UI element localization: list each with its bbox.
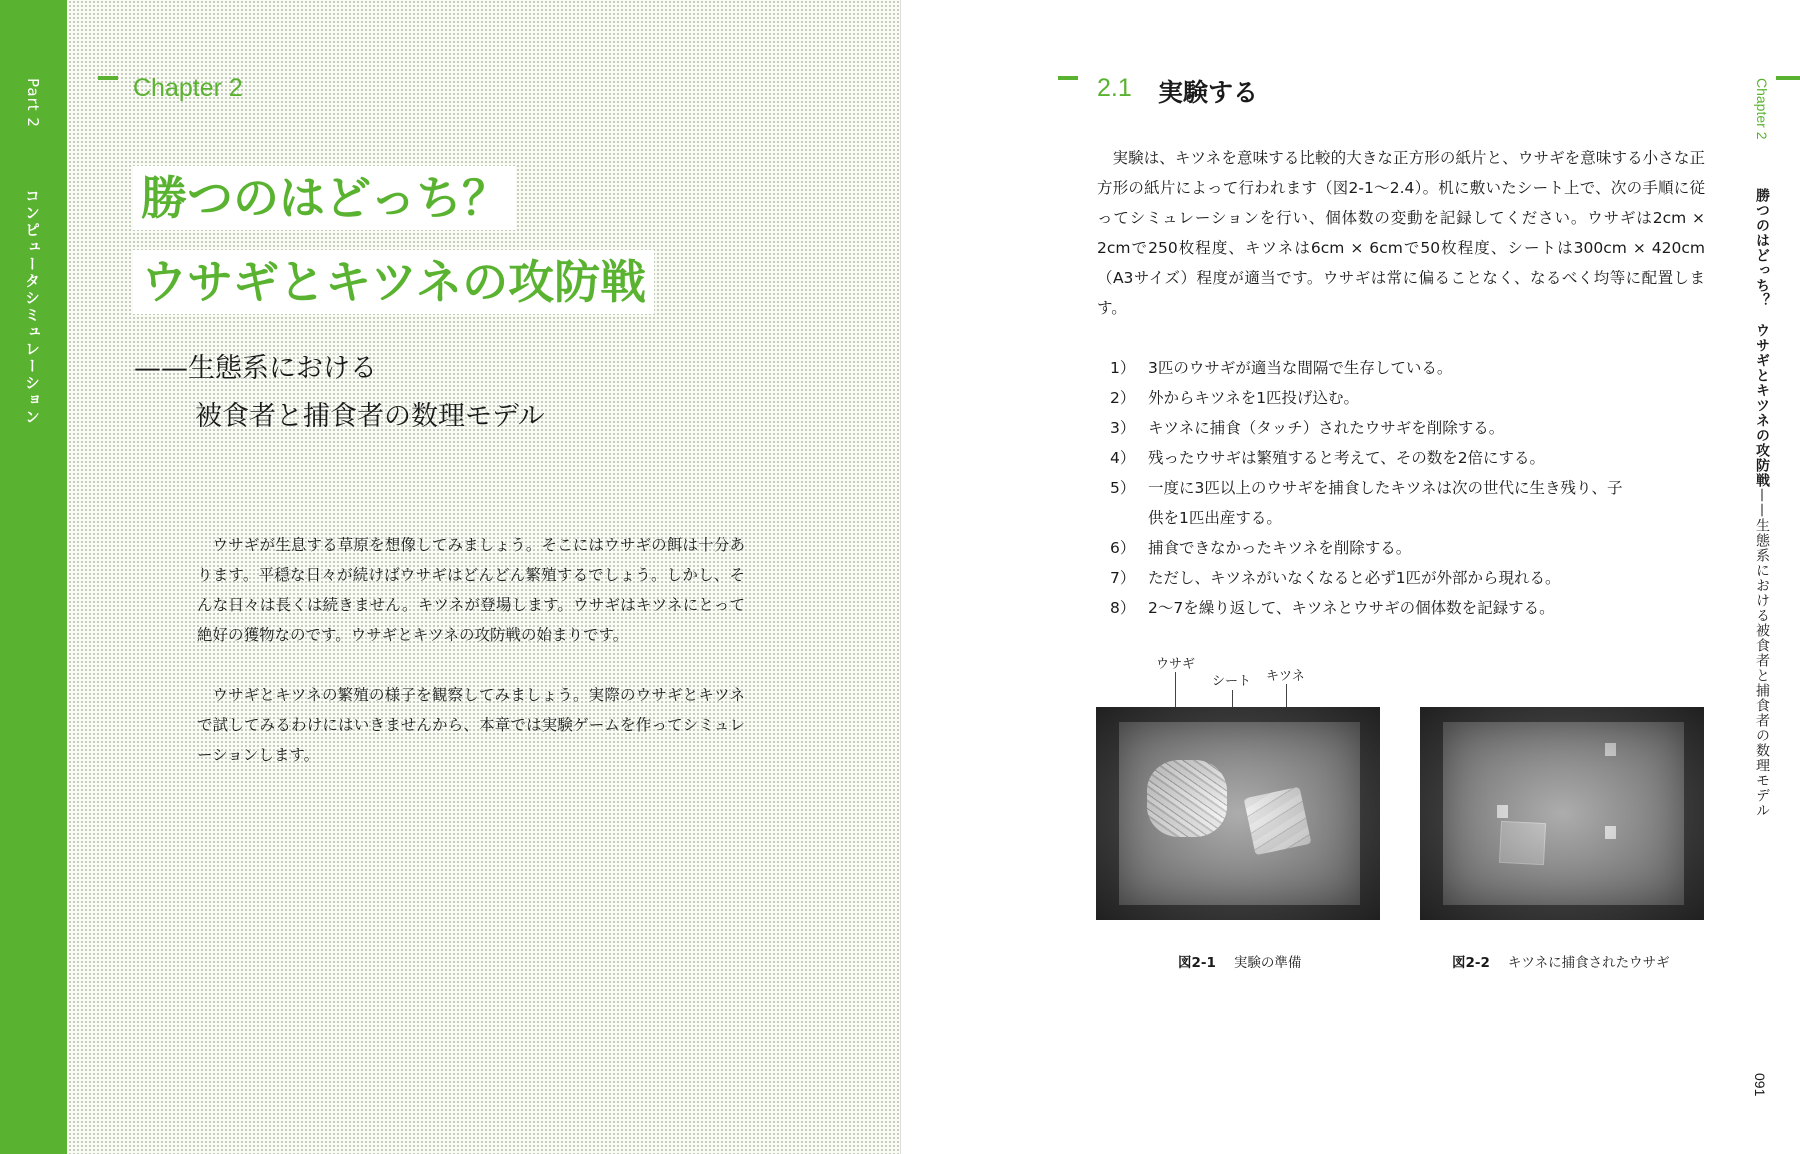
chapter-label: Chapter 2	[133, 74, 243, 102]
figure1-label-rabbit: ウサギ	[1156, 657, 1196, 672]
part-label: Part 2	[24, 78, 42, 128]
list-item	[1110, 593, 1710, 623]
chapter-subtitle-line2: 被食者と捕食者の数理モデル	[195, 401, 545, 432]
figure2-caption-number: 図2-2	[1452, 955, 1490, 971]
step-text: 3匹のウサギが適当な間隔で生存している。	[1148, 359, 1453, 377]
list-item	[1110, 473, 1710, 533]
list-item	[1110, 533, 1710, 563]
step-text: 外からキツネを1匹投げ込む。	[1148, 389, 1360, 407]
rabbit-piece	[1605, 826, 1616, 839]
procedure-list	[1110, 353, 1710, 623]
body-paragraph	[1097, 143, 1705, 323]
step-number: 7）	[1110, 569, 1136, 587]
part-title: コンピュータシミュレーション	[23, 188, 41, 426]
chapter-title-line1: 勝つのはどっち？	[133, 166, 516, 230]
chapter-tick-mark	[98, 76, 118, 80]
step-text: 一度に3匹以上のウサギを捕食したキツネは次の世代に生き残り、子供を1匹出産する。	[1148, 479, 1623, 527]
chapter-subtitle-line1: ——生態系における	[134, 353, 377, 384]
step-text: キツネに捕食（タッチ）されたウサギを削除する。	[1148, 419, 1505, 437]
figure1-caption	[1178, 951, 1301, 971]
figure2-photo	[1420, 707, 1704, 920]
list-item	[1110, 563, 1710, 593]
lead-paragraph-1-text: ウサギが生息する草原を想像してみましょう。そこにはウサギの餌は十分あります。平穏な日々が続けばウサギはどんどん繁殖するでしょう。しかし、そんな日々は長くは続きません。キツネが登場します。ウサギはキツネにとって絶好の獲物なのです。ウサギとキツネの攻防戦の始まりです。	[197, 536, 745, 644]
figure2-caption	[1452, 951, 1670, 971]
step-text: ただし、キツネがいなくなると必ず1匹が外部から現れる。	[1148, 569, 1561, 587]
page-gutter	[900, 0, 901, 1154]
page-number: 091	[1752, 1073, 1768, 1097]
right-tick-mark	[1776, 76, 1800, 80]
fox-pieces-pile	[1244, 787, 1312, 855]
lead-paragraph-1	[197, 530, 745, 650]
section-title: 実験する	[1158, 78, 1259, 107]
figure1-caption-number: 図2-1	[1178, 955, 1216, 971]
running-chapter-label: Chapter 2	[1754, 78, 1770, 140]
step-number: 2）	[1110, 389, 1136, 407]
fox-piece	[1498, 821, 1545, 866]
step-text: 捕食できなかったキツネを削除する。	[1148, 539, 1412, 557]
running-title-main: 勝つのはどっち？ ウサギとキツネの攻防戦	[1754, 188, 1770, 488]
step-number: 3）	[1110, 419, 1136, 437]
step-number: 1）	[1110, 359, 1136, 377]
step-number: 8）	[1110, 599, 1136, 617]
chapter-title-line2: ウサギとキツネの攻防戦	[133, 250, 654, 314]
step-number: 4）	[1110, 449, 1136, 467]
step-text: 2～7を繰り返して、キツネとウサギの個体数を記録する。	[1148, 599, 1555, 617]
sheet-image	[1443, 722, 1684, 905]
list-item	[1110, 443, 1710, 473]
figure1-caption-text: 実験の準備	[1233, 955, 1302, 971]
list-item	[1110, 383, 1710, 413]
section-number: 2.1	[1097, 74, 1132, 102]
list-item	[1110, 413, 1710, 443]
rabbit-piece	[1605, 743, 1616, 756]
rabbit-piece	[1497, 805, 1508, 818]
list-item	[1110, 353, 1710, 383]
part-side-strip	[0, 0, 67, 1154]
running-chapter-title	[1752, 188, 1772, 818]
figure1-photo	[1096, 707, 1380, 920]
section-tick-mark	[1058, 76, 1078, 80]
figure1-label-fox: キツネ	[1266, 669, 1305, 684]
step-text: 残ったウサギは繁殖すると考えて、その数を2倍にする。	[1148, 449, 1546, 467]
figure1-label-sheet: シート	[1212, 674, 1252, 689]
step-number: 5）	[1110, 479, 1136, 497]
lead-paragraph-2-text: ウサギとキツネの繁殖の様子を観察してみましょう。実際のウサギとキツネで試してみるわけにはいきませんから、本章では実験ゲームを作ってシミュレーションします。	[197, 686, 745, 764]
lead-paragraph-2	[197, 680, 745, 770]
rabbit-pieces-pile	[1147, 760, 1227, 837]
body-paragraph-text: 実験は、キツネを意味する比較的大きな正方形の紙片と、ウサギを意味する小さな正方形の紙片によって行われます（図2-1～2.4）。机に敷いたシート上で、次の手順に従ってシミュレーションを行い、個体数の変動を記録してください。ウサギは2cm × 2cmで250枚程度、キツネは6cm × 6cmで50枚程度、シートは300cm × 420cm（A3サイズ）程度が適当です。ウサギは常に偏ることなく、なるべく均等に配置します。	[1097, 149, 1705, 317]
figure2-caption-text: キツネに捕食されたウサギ	[1507, 955, 1670, 971]
running-title-sub: ——生態系における被食者と捕食者の数理モデル	[1754, 488, 1770, 818]
step-number: 6）	[1110, 539, 1136, 557]
